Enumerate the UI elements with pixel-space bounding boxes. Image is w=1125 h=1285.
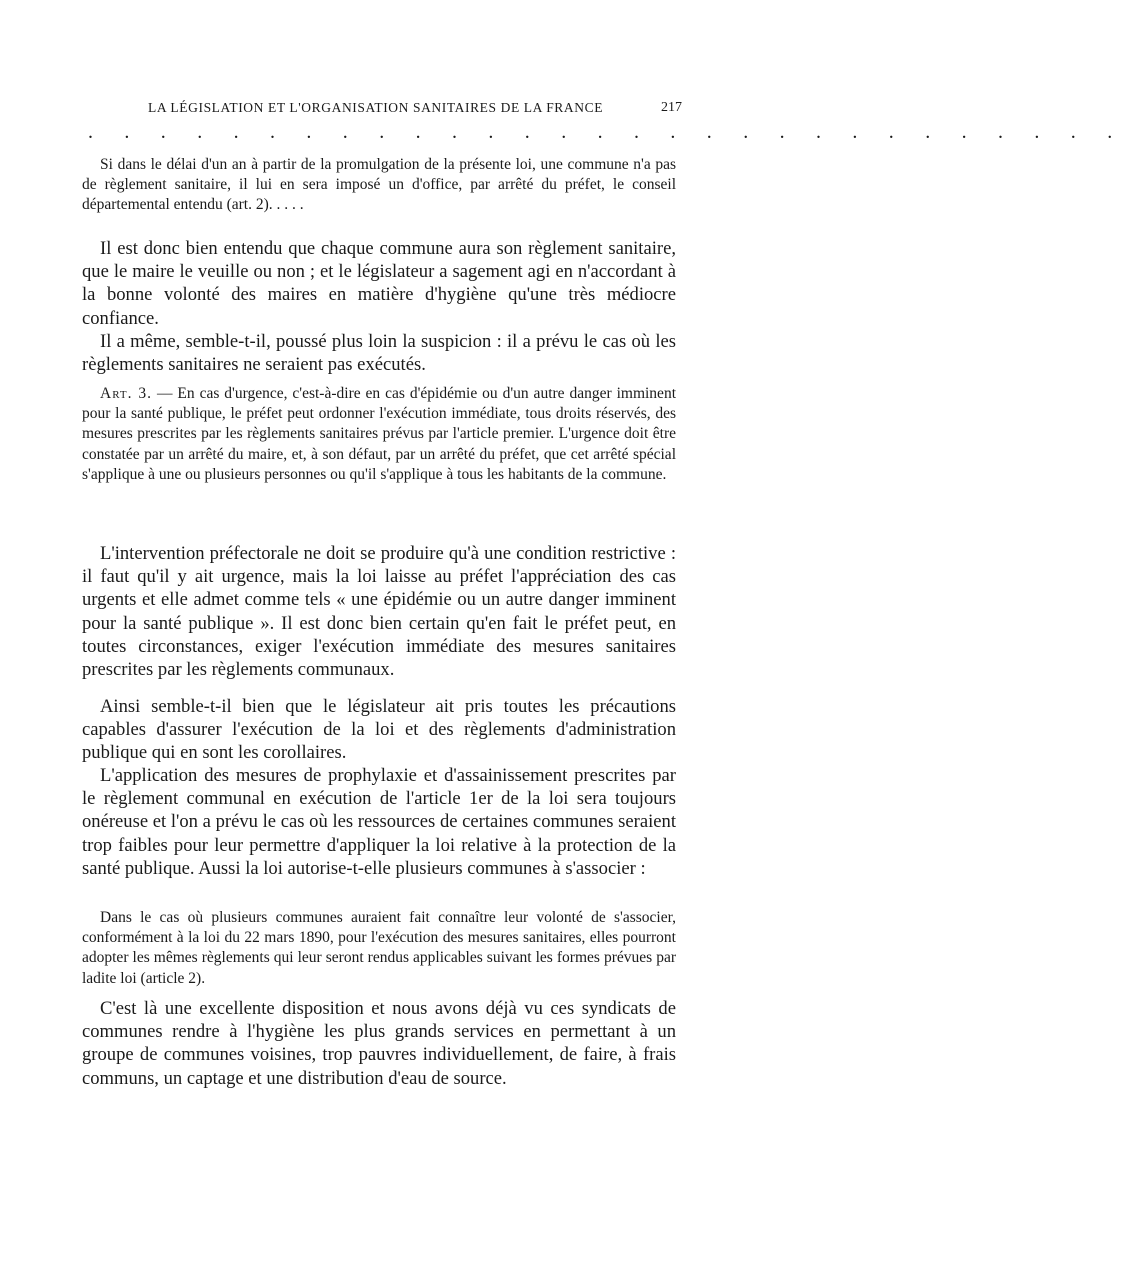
article-3-label: Art. 3.: [100, 385, 153, 402]
running-title: LA LÉGISLATION ET L'ORGANISATION SANITAIRES DE LA FRANCE: [148, 100, 604, 115]
body-paragraph-6: C'est là une excellente disposition et nous avons déjà vu ces syndicats de communes rendre à l'hygiène les plus grands services en permettant à un groupe de communes voisines, trop pauvres individuellement, de faire, à frais communs, un captage et une distribution d'eau de source.: [82, 998, 676, 1089]
body-paragraph-3: L'intervention préfectorale ne doit se produire qu'à une condition restrictive : il faut qu'il y ait urgence, mais la loi laisse au préfet l'appréciation des cas urgents et elle admet comme tels « une épidémie ou un autre danger imminent pour la santé publique ». Il est donc bien certain qu'en fait le préfet peut, en toutes circonstances, exiger l'exécution immédiate des mesures sanitaires prescrites par les règlements communaux.: [82, 543, 676, 681]
quoted-law-article-2: Si dans le délai d'un an à partir de la promulgation de la présente loi, une commune n'a pas de règlement sanitaire, il lui en sera imposé un d'office, par arrêté du préfet, le conseil départemental entendu (art. 2). . . . .: [82, 156, 676, 214]
body-paragraph-2: Il a même, semble-t-il, poussé plus loin la suspicion : il a prévu le cas où les règlements sanitaires ne seraient pas exécutés.: [82, 331, 676, 376]
body-paragraph-5: L'application des mesures de prophylaxie et d'assainissement prescrites par le règlement communal en exécution de l'article 1er de la loi sera toujours onéreuse et l'on a prévu le cas où les ressources de certaines communes seraient trop faibles pour leur permettre d'appliquer la loi relative à la protection de la santé publique. Aussi la loi autorise-t-elle plusieurs communes à s'associer :: [82, 765, 676, 879]
ellipsis-separator: . . . . . . . . . . . . . . . . . . . . . . . . . . . . .: [88, 121, 1125, 143]
page-number: 217: [661, 100, 682, 115]
quoted-law-article-2-association: Dans le cas où plusieurs communes auraient fait connaître leur volonté de s'associer, conformément à la loi du 22 mars 1890, pour l'exécution des mesures sanitaires, elles pourront adopter les mêmes règlements qui leur seront rendus applicables suivant les formes prévues par ladite loi (article 2).: [82, 909, 676, 987]
body-paragraph-4: Ainsi semble-t-il bien que le législateur ait pris toutes les précautions capables d'assurer l'exécution de la loi et des règlements d'administration publique qui en sont les corollaires.: [82, 696, 676, 764]
body-paragraph-1: Il est donc bien entendu que chaque commune aura son règlement sanitaire, que le maire le veuille ou non ; et le législateur a sagement agi en n'accordant à la bonne volonté des maires en matière d'hygiène qu'une très médiocre confiance.: [82, 238, 676, 329]
article-3-text: — En cas d'urgence, c'est-à-dire en cas d'épidémie ou d'un autre danger imminent pour la santé publique, le préfet peut ordonner l'exécution immédiate, tous droits réservés, des mesures prescrites par les règlements sanitaires prévus par l'article premier. L'urgence doit être constatée par un arrêté du maire, et, à son défaut, par un arrêté du préfet, que cet arrêté spécial s'applique à une ou plusieurs personnes ou qu'il s'applique à tous les habitants de la commune.: [82, 385, 676, 483]
quoted-law-article-3: [82, 384, 676, 485]
